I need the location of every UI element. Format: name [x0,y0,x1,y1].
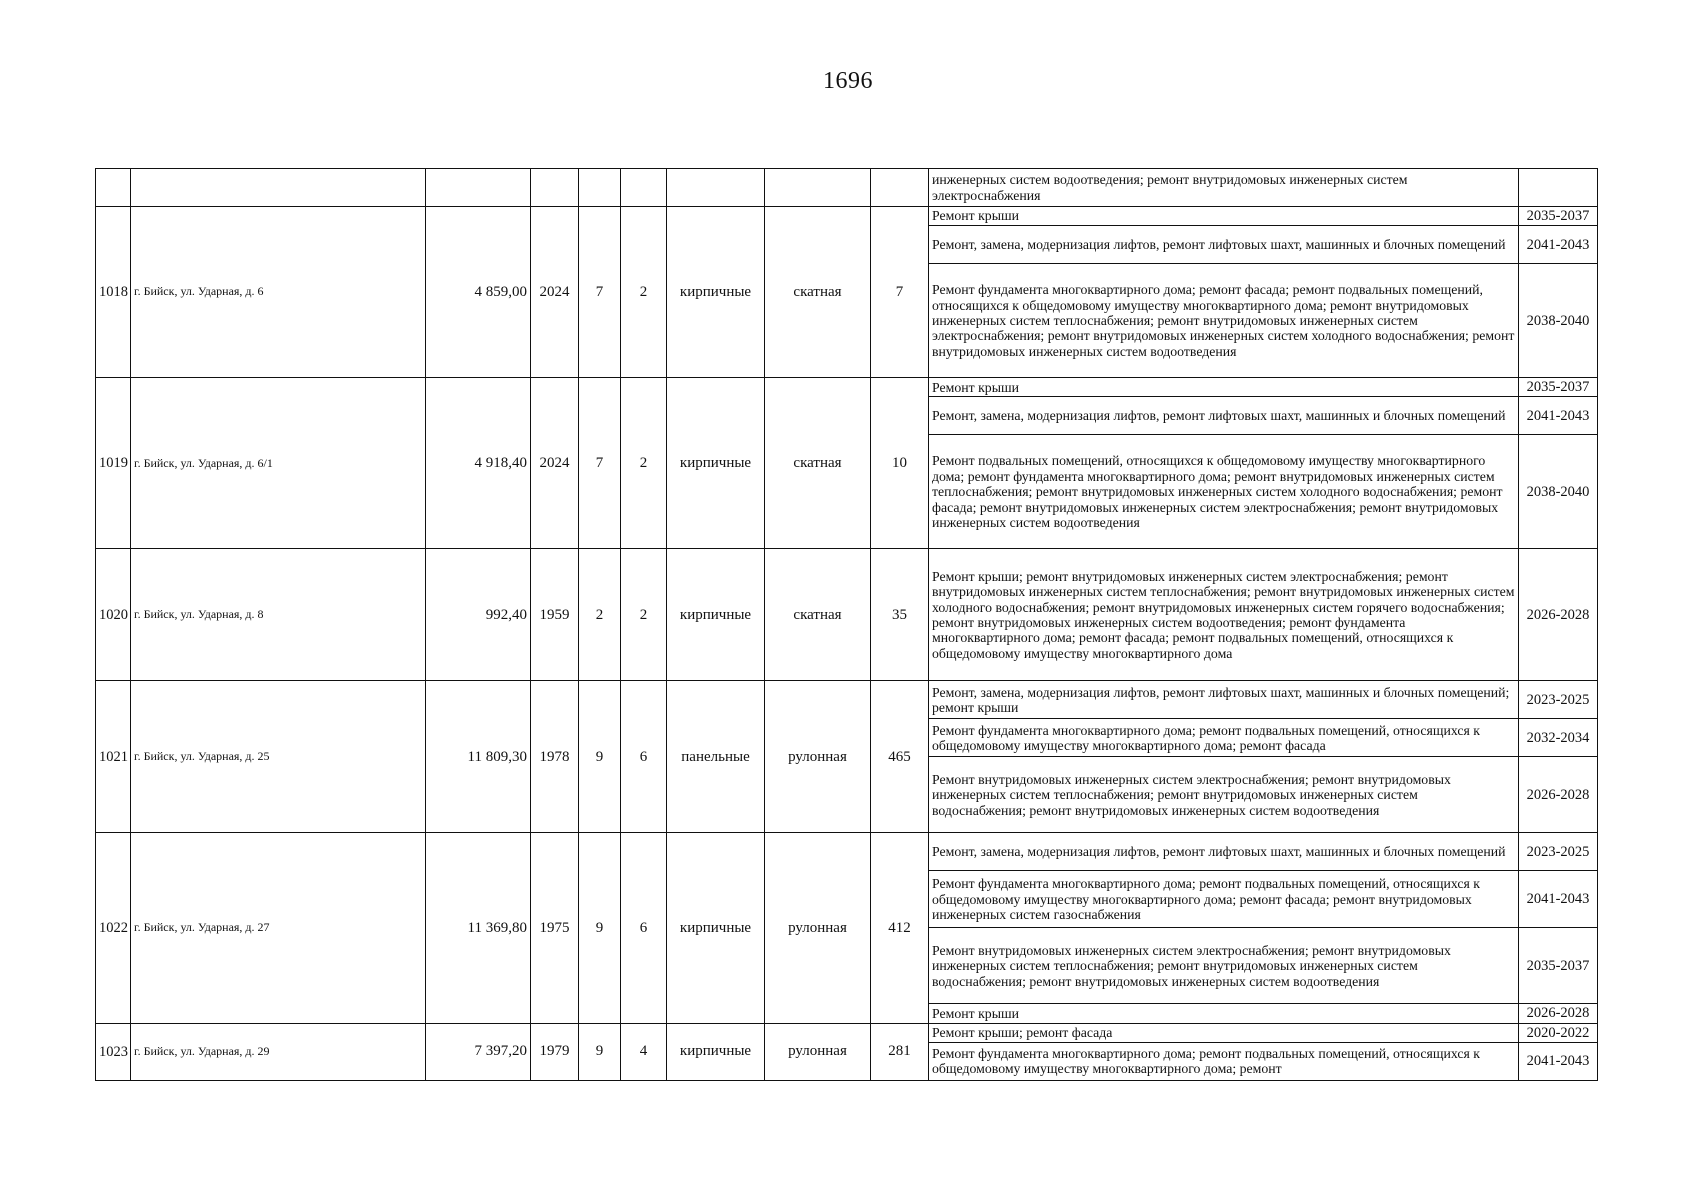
residents-count: 281 [871,1023,929,1080]
table-row [96,378,1598,397]
building-address: г. Бийск, ул. Ударная, д. 29 [131,1023,426,1080]
building-entrances: 6 [621,681,667,833]
empty-cell [667,169,765,207]
building-number: 1018 [96,207,131,378]
roof-type: рулонная [765,1023,871,1080]
residents-count: 10 [871,378,929,549]
work-period: 2023-2025 [1519,833,1598,871]
building-address: г. Бийск, ул. Ударная, д. 27 [131,833,426,1023]
building-entrances: 4 [621,1023,667,1080]
work-period: 2041-2043 [1519,226,1598,264]
building-address: г. Бийск, ул. Ударная, д. 6 [131,207,426,378]
empty-cell [131,169,426,207]
work-period: 2020-2022 [1519,1023,1598,1042]
work-description: инженерных систем водоотведения; ремонт внутридомовых инженерных систем электроснабжения [929,169,1519,207]
building-area: 4 918,40 [426,378,531,549]
roof-type: рулонная [765,833,871,1023]
work-description: Ремонт, замена, модернизация лифтов, ремонт лифтовых шахт, машинных и блочных помещений; ремонт крыши [929,681,1519,719]
building-area: 7 397,20 [426,1023,531,1080]
residents-count: 465 [871,681,929,833]
work-period: 2035-2037 [1519,928,1598,1004]
carryover-row [96,169,1598,207]
work-description: Ремонт фундамента многоквартирного дома; ремонт подвальных помещений, относящихся к общедомовому имуществу многоквартирного дома; ремонт [929,1042,1519,1080]
work-period: 2035-2037 [1519,207,1598,226]
building-address: г. Бийск, ул. Ударная, д. 6/1 [131,378,426,549]
work-period: 2038-2040 [1519,264,1598,378]
empty-cell [96,169,131,207]
page-number: 1696 [823,68,873,94]
empty-cell [426,169,531,207]
building-floors: 7 [579,378,621,549]
building-number: 1020 [96,549,131,681]
wall-material: кирпичные [667,207,765,378]
work-description: Ремонт внутридомовых инженерных систем электроснабжения; ремонт внутридомовых инженерных систем теплоснабжения; ремонт внутридомовых инженерных систем водоснабжения; ремонт внутридомовых инженерных систем водоотведения [929,757,1519,833]
work-period: 2023-2025 [1519,681,1598,719]
work-period: 2041-2043 [1519,397,1598,435]
building-area: 992,40 [426,549,531,681]
building-year: 1979 [531,1023,579,1080]
building-entrances: 2 [621,549,667,681]
building-number: 1022 [96,833,131,1023]
wall-material: кирпичные [667,378,765,549]
table-row [96,549,1598,681]
table-row [96,1023,1598,1042]
empty-cell [871,169,929,207]
wall-material: кирпичные [667,549,765,681]
building-area: 11 809,30 [426,681,531,833]
building-year: 2024 [531,378,579,549]
building-entrances: 2 [621,207,667,378]
building-entrances: 2 [621,378,667,549]
work-description: Ремонт фундамента многоквартирного дома; ремонт подвальных помещений, относящихся к общедомовому имуществу многоквартирного дома; ремонт фасада; ремонт внутридомовых инженерных систем газоснабжения [929,871,1519,928]
building-year: 1975 [531,833,579,1023]
table-row [96,681,1598,719]
residents-count: 412 [871,833,929,1023]
work-period: 2035-2037 [1519,378,1598,397]
empty-cell [765,169,871,207]
building-floors: 9 [579,1023,621,1080]
building-area: 4 859,00 [426,207,531,378]
work-period: 2032-2034 [1519,719,1598,757]
work-period: 2041-2043 [1519,871,1598,928]
work-description: Ремонт внутридомовых инженерных систем электроснабжения; ремонт внутридомовых инженерных систем теплоснабжения; ремонт внутридомовых инженерных систем водоснабжения; ремонт внутридомовых инженерных систем водоотведения [929,928,1519,1004]
building-year: 1978 [531,681,579,833]
building-year: 1959 [531,549,579,681]
building-floors: 2 [579,549,621,681]
work-description: Ремонт крыши [929,378,1519,397]
wall-material: панельные [667,681,765,833]
residents-count: 7 [871,207,929,378]
residents-count: 35 [871,549,929,681]
work-description: Ремонт крыши; ремонт внутридомовых инженерных систем электроснабжения; ремонт внутридомовых инженерных систем теплоснабжения; ремонт внутридомовых инженерных систем холодного водоснабжения; ремонт внутридомовых инженерных систем горячего водоснабжения; ремонт внутридомовых инженерных систем водоотведения; ремонт фундамента многоквартирного дома; ремонт фасада; ремонт подвальных помещений, относящихся к общедомовому имуществу многоквартирного дома [929,549,1519,681]
work-period: 2026-2028 [1519,1004,1598,1023]
work-description: Ремонт крыши [929,207,1519,226]
building-floors: 9 [579,833,621,1023]
work-period [1519,169,1598,207]
work-description: Ремонт фундамента многоквартирного дома; ремонт подвальных помещений, относящихся к общедомовому имуществу многоквартирного дома; ремонт фасада [929,719,1519,757]
building-area: 11 369,80 [426,833,531,1023]
building-address: г. Бийск, ул. Ударная, д. 8 [131,549,426,681]
building-floors: 7 [579,207,621,378]
work-description: Ремонт, замена, модернизация лифтов, ремонт лифтовых шахт, машинных и блочных помещений [929,226,1519,264]
roof-type: скатная [765,207,871,378]
building-entrances: 6 [621,833,667,1023]
roof-type: скатная [765,378,871,549]
work-description: Ремонт крыши [929,1004,1519,1023]
wall-material: кирпичные [667,1023,765,1080]
work-description: Ремонт, замена, модернизация лифтов, ремонт лифтовых шахт, машинных и блочных помещений [929,833,1519,871]
work-period: 2038-2040 [1519,435,1598,549]
table-row [96,833,1598,871]
wall-material: кирпичные [667,833,765,1023]
roof-type: рулонная [765,681,871,833]
empty-cell [531,169,579,207]
work-description: Ремонт фундамента многоквартирного дома; ремонт фасада; ремонт подвальных помещений, относящихся к общедомовому имуществу многоквартирного дома; ремонт внутридомовых инженерных систем теплоснабжения; ремонт внутридомовых инженерных систем электроснабжения; ремонт внутридомовых инженерных систем холодного водоснабжения; ремонт внутридомовых инженерных систем водоотведения [929,264,1519,378]
building-number: 1019 [96,378,131,549]
building-address: г. Бийск, ул. Ударная, д. 25 [131,681,426,833]
empty-cell [621,169,667,207]
roof-type: скатная [765,549,871,681]
building-number: 1023 [96,1023,131,1080]
work-period: 2026-2028 [1519,549,1598,681]
building-number: 1021 [96,681,131,833]
work-description: Ремонт крыши; ремонт фасада [929,1023,1519,1042]
empty-cell [579,169,621,207]
work-description: Ремонт подвальных помещений, относящихся к общедомовому имуществу многоквартирного дома; ремонт фундамента многоквартирного дома; ремонт внутридомовых инженерных систем теплоснабжения; ремонт внутридомовых инженерных систем холодного водоснабжения; ремонт фасада; ремонт внутридомовых инженерных систем электроснабжения; ремонт внутридомовых инженерных систем водоотведения [929,435,1519,549]
building-year: 2024 [531,207,579,378]
building-floors: 9 [579,681,621,833]
work-description: Ремонт, замена, модернизация лифтов, ремонт лифтовых шахт, машинных и блочных помещений [929,397,1519,435]
table-body [96,169,1598,1081]
work-period: 2041-2043 [1519,1042,1598,1080]
work-period: 2026-2028 [1519,757,1598,833]
repair-schedule-table [95,168,1598,1081]
table-row [96,207,1598,226]
